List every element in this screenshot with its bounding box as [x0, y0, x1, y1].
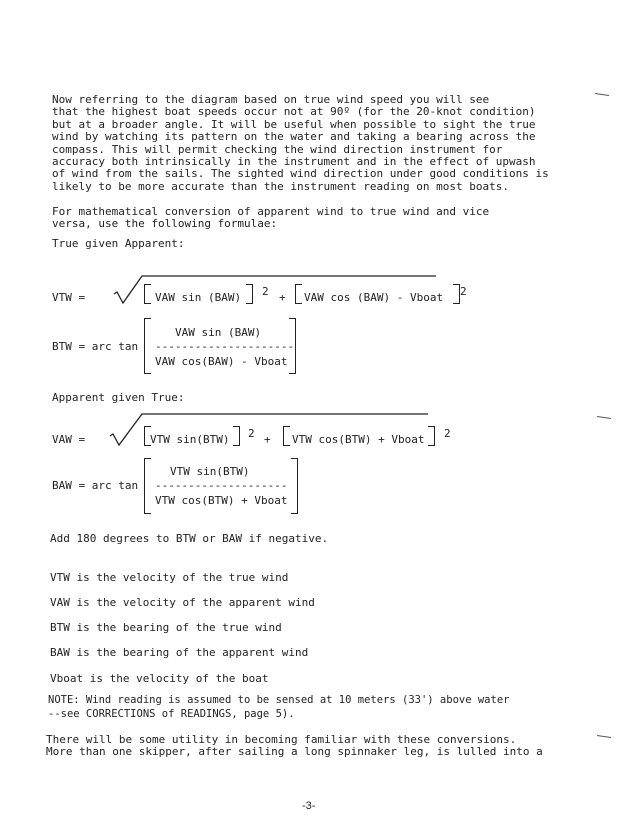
vtw-exponent1: 2	[262, 285, 269, 298]
conversion-paragraph	[52, 206, 489, 231]
text-line: accuracy both intrinsically in the instrument and in the effect of upwash	[52, 154, 536, 168]
text-line: versa, use the following formulae:	[52, 217, 278, 231]
text-line: More than one skipper, after sailing a long spinnaker leg, is lulled into a	[46, 745, 543, 759]
note-line: NOTE: Wind reading is assumed to be sensed at 10 meters (33') above water	[48, 694, 510, 706]
text-line: There will be some utility in becoming familiar with these conversions.	[46, 733, 517, 746]
btw-numerator: VAW sin (BAW)	[175, 326, 262, 339]
btw-denominator: VAW cos(BAW) - Vboat	[155, 355, 288, 368]
heading-true-given-apparent: True given Apparent:	[52, 237, 185, 250]
vaw-lhs: VAW =	[52, 433, 86, 446]
text-line: compass. This will permit checking the wind direction instrument for	[52, 142, 503, 156]
definition-vtw: VTW is the velocity of the true wind	[50, 571, 289, 584]
left-bracket	[144, 458, 151, 514]
right-bracket	[453, 284, 460, 304]
margin-mark	[597, 735, 611, 738]
vaw-plus: +	[264, 433, 271, 446]
left-bracket	[283, 426, 290, 446]
vtw-term1: VAW sin (BAW)	[155, 291, 242, 304]
page-number: -3-	[302, 800, 316, 812]
left-bracket	[295, 284, 302, 304]
add-180-rule: Add 180 degrees to BTW or BAW if negative.	[50, 532, 329, 545]
fraction-bar: --------------------	[155, 479, 288, 492]
vtw-exponent2: 2	[460, 285, 467, 298]
text-line: For mathematical conversion of apparent wind to true wind and vice	[52, 205, 490, 218]
left-bracket	[144, 284, 151, 304]
baw-numerator: VTW sin(BTW)	[170, 465, 250, 478]
text-line: wind by watching its pattern on the water and taking a bearing across the	[52, 130, 536, 144]
note-line: --see CORRECTIONS of READINGS, page 5).	[48, 708, 295, 720]
left-bracket	[144, 318, 151, 374]
definition-vboat: Vboat is the velocity of the boat	[50, 672, 269, 685]
right-bracket	[233, 426, 240, 446]
text-line: but at a broader angle. It will be useful when possible to sight the true	[52, 117, 536, 131]
right-bracket	[291, 458, 298, 514]
baw-denominator: VTW cos(BTW) + Vboat	[155, 494, 288, 507]
definition-btw: BTW is the bearing of the true wind	[50, 621, 282, 634]
baw-lhs: BAW = arc tan	[52, 479, 139, 492]
definition-vaw: VAW is the velocity of the apparent wind	[50, 596, 315, 609]
final-paragraph	[46, 734, 543, 759]
vtw-plus: +	[279, 291, 286, 304]
vaw-exponent2: 2	[444, 427, 451, 440]
right-bracket	[428, 426, 435, 446]
btw-lhs: BTW = arc tan	[52, 340, 139, 353]
vaw-term1: VTW sin(BTW)	[150, 433, 230, 446]
vaw-term2: VTW cos(BTW) + Vboat	[292, 433, 425, 446]
heading-apparent-given-true: Apparent given True:	[52, 391, 185, 404]
vtw-term2: VAW cos (BAW) - Vboat	[304, 291, 444, 304]
text-line: of wind from the sails. The sighted wind direction under good conditions is	[52, 167, 549, 181]
intro-paragraph	[52, 94, 549, 193]
text-line: likely to be more accurate than the instrument reading on most boats.	[52, 179, 509, 193]
text-line: that the highest boat speeds occur not at 90º (for the 20-knot condition)	[52, 105, 536, 119]
margin-mark	[597, 416, 611, 419]
right-bracket	[246, 284, 253, 304]
right-bracket	[289, 318, 296, 374]
margin-mark	[595, 93, 609, 96]
definition-baw: BAW is the bearing of the apparent wind	[50, 646, 309, 659]
vaw-exponent1: 2	[248, 427, 255, 440]
text-line: Now referring to the diagram based on true wind speed you will see	[52, 93, 490, 106]
fraction-bar: ---------------------	[155, 340, 295, 353]
vtw-lhs: VTW =	[52, 291, 86, 304]
